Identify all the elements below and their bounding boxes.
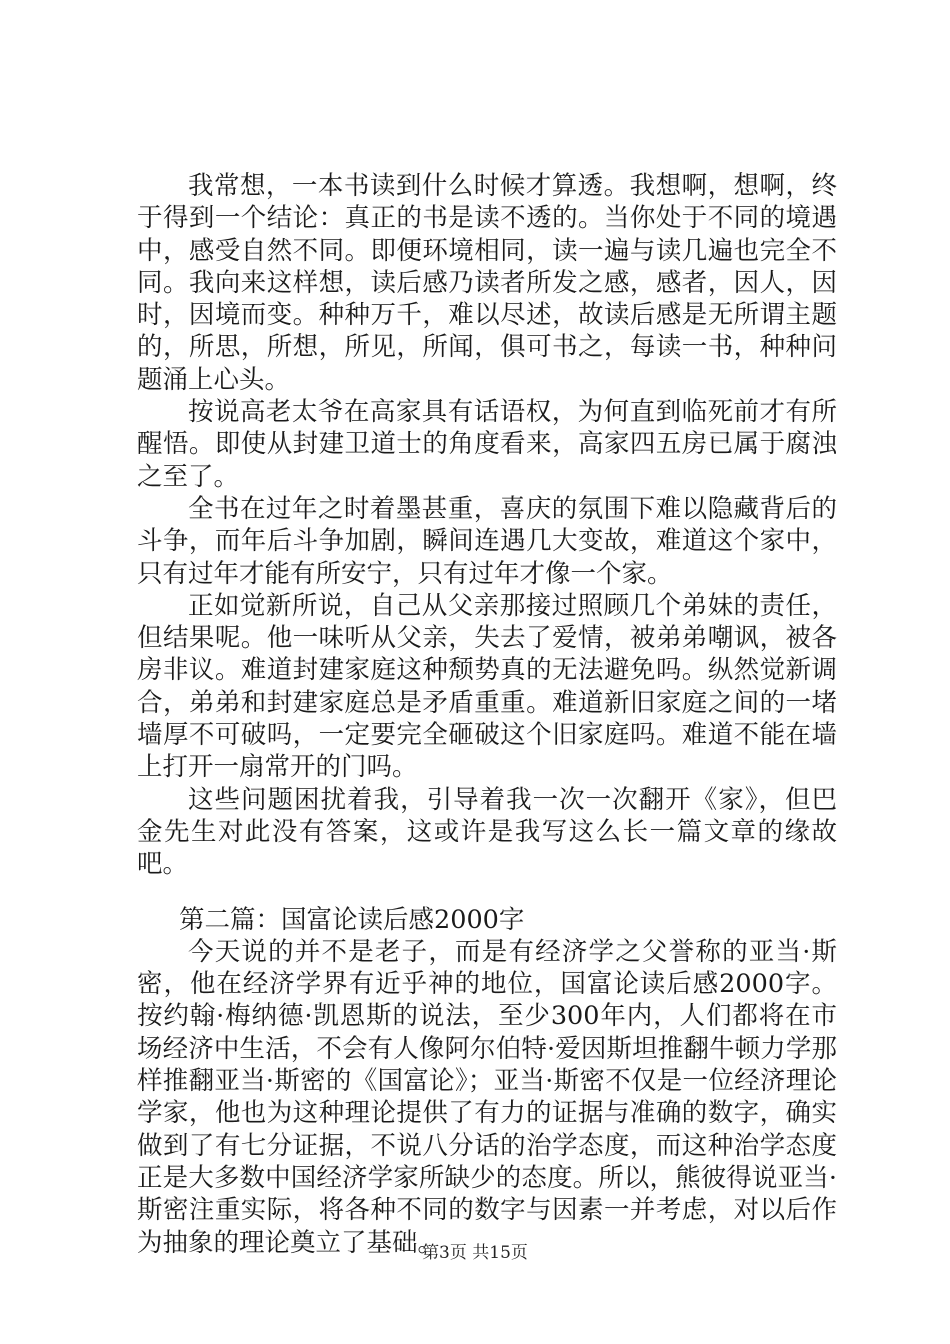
section-heading: 第二篇：国富论读后感2000字 bbox=[179, 904, 525, 935]
paragraph: 今天说的并不是老子，而是有经济学之父誉称的亚当·斯密，他在经济学界有近乎神的地位，国富论读后感2000字。按约翰·梅纳德·凯恩斯的说法，至少300年内，人们都将在市场经济中生活，不会有人像阿尔伯特·爱因斯坦推翻牛顿力学那样推翻亚当·斯密的《国富论》；亚当·斯密不仅是一位经济理论学家，他也为这种理论提供了有力的证据与准确的数字，确实做到了有七分证据，不说八分话的治学态度，而这种治学态度正是大多数中国经济学家所缺少的态度。所以，熊彼得说亚当·斯密注重实际，将各种不同的数字与因素一并考虑，对以后作为抽象的理论奠立了基础。 bbox=[137, 936, 837, 1258]
paragraph: 我常想，一本书读到什么时候才算透。我想啊，想啊，终于得到一个结论：真正的书是读不透的。当你处于不同的境遇中，感受自然不同。即便环境相同，读一遍与读几遍也完全不同。我向来这样想，读后感乃读者所发之感，感者，因人，因时，因境而变。种种万千，难以尽述，故读后感是无所谓主题的，所思，所想，所见，所闻，俱可书之，每读一书，种种问题涌上心头。 bbox=[137, 171, 837, 395]
paragraph: 正如觉新所说，自己从父亲那接过照顾几个弟妹的责任，但结果呢。他一味听从父亲，失去了爱情，被弟弟嘲讽，被各房非议。难道封建家庭这种颓势真的无法避免吗。纵然觉新调合，弟弟和封建家庭总是矛盾重重。难道新旧家庭之间的一堵墙厚不可破吗，一定要完全砸破这个旧家庭吗。难道不能在墙上打开一扇常开的门吗。 bbox=[137, 590, 837, 783]
page-footer: 第3页 共15页 bbox=[422, 1243, 528, 1263]
section-spacer bbox=[137, 881, 837, 904]
paragraph: 这些问题困扰着我，引导着我一次一次翻开《家》，但巴金先生对此没有答案，这或许是我写这么长一篇文章的缘故吧。 bbox=[137, 784, 837, 880]
paragraph: 全书在过年之时着墨甚重，喜庆的氛围下难以隐藏背后的斗争，而年后斗争加剧，瞬间连遇几大变故，难道这个家中，只有过年才能有所安宁，只有过年才像一个家。 bbox=[137, 493, 837, 589]
document-body bbox=[137, 170, 837, 1259]
paragraph: 按说高老太爷在高家具有话语权，为何直到临死前才有所醒悟。即使从封建卫道士的角度看来，高家四五房已属于腐浊之至了。 bbox=[137, 397, 837, 492]
